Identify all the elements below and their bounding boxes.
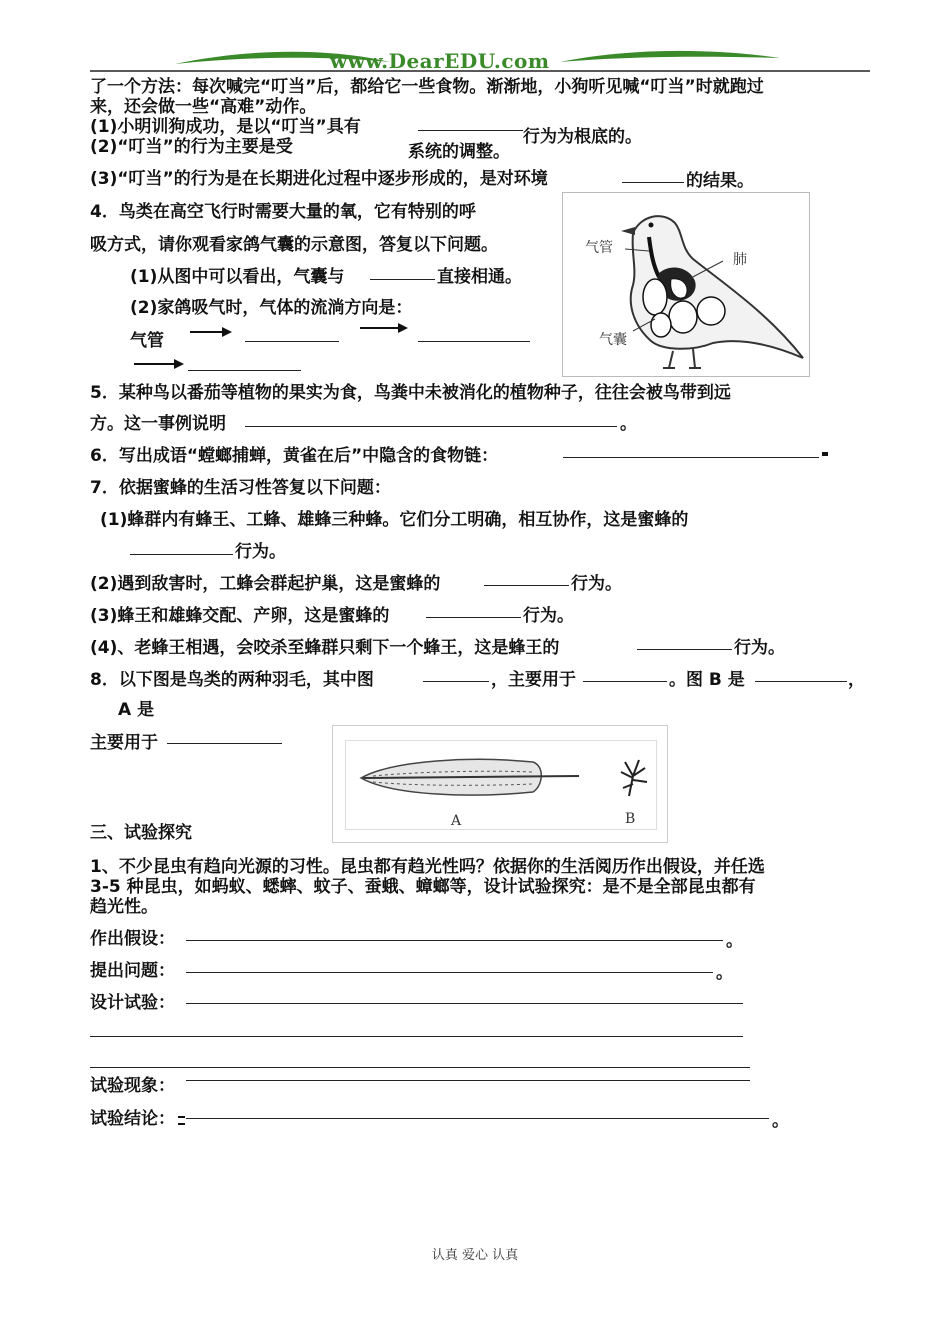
q8-line1c: 。图 B 是 — [669, 670, 745, 690]
q7-s1: (1)蜂群内有蜂王、工蜂、雄蜂三种蜂。它们分工明确，相互协作，这是蜜蜂的 — [100, 510, 689, 530]
q8-line1b: ，主要用于 — [491, 670, 576, 690]
q7-blank1[interactable] — [130, 554, 233, 555]
arrow-icon — [134, 358, 184, 370]
q7-s3a: (3)蜂王和雄蜂交配、产卵，这是蜜蜂的 — [90, 606, 390, 626]
design-line-3[interactable] — [90, 1067, 750, 1068]
design-line-1[interactable] — [186, 1003, 743, 1004]
q8-line1a: 8．以下图是鸟类的两种羽毛，其中图 — [90, 670, 374, 690]
q3-s3a: (3)“叮当”的行为是在长期进化过程中逐步形成的，是对环境 — [90, 169, 548, 189]
q8-blank2[interactable] — [583, 681, 667, 682]
q4-line1: 4．鸟类在高空飞行时需要大量的氧，它有特别的呼 — [90, 202, 476, 222]
design-line-2[interactable] — [90, 1036, 743, 1037]
q4-line2: 吸方式，请你观看家鸽气囊的示意图，答复以下问题。 — [90, 235, 498, 255]
q5-blank[interactable] — [245, 426, 617, 427]
q4-s2: (2)家鸽吸气时，气体的流淌方向是： — [130, 298, 413, 318]
q3-blank1[interactable] — [418, 130, 523, 131]
q5-line2a: 方。这一事例说明 — [90, 414, 226, 434]
q6-dot — [822, 452, 828, 456]
hypothesis-period: 。 — [726, 931, 743, 951]
hypothesis-label: 作出假设： — [90, 929, 175, 949]
question-line[interactable] — [186, 972, 713, 973]
conclusion-period: 。 — [772, 1111, 789, 1131]
q7-s2a: (2)遇到敌害时，工蜂会群起护巢，这是蜜蜂的 — [90, 574, 441, 594]
question-period: 。 — [716, 963, 733, 983]
phenomenon-line[interactable] — [186, 1080, 750, 1081]
q8-line3: 主要用于 — [90, 733, 158, 753]
q7-blank3[interactable] — [426, 617, 521, 618]
q3-s2b: 系统的调整。 — [408, 142, 510, 162]
q4-blank4[interactable] — [188, 370, 301, 371]
q3-s2a: (2)“叮当”的行为主要是受 — [90, 137, 293, 157]
q3-s3b: 的结果。 — [686, 171, 754, 191]
conclusion-label: 试验结论： — [90, 1109, 175, 1129]
q7-s4b: 行为。 — [734, 638, 785, 658]
conclusion-line[interactable] — [186, 1118, 769, 1119]
feather-illustration — [333, 726, 667, 842]
label-airsac: 气囊 — [599, 332, 627, 348]
label-trachea: 气管 — [585, 240, 613, 256]
q7-s3b: 行为。 — [523, 606, 574, 626]
section3-p3: 趋光性。 — [90, 897, 158, 917]
question-label: 提出问题： — [90, 961, 175, 981]
phenomenon-label: 试验现象： — [90, 1076, 175, 1096]
q8-blank4[interactable] — [167, 743, 282, 744]
arrow-icon — [190, 326, 232, 338]
q4-blank3[interactable] — [418, 341, 530, 342]
q8-line2: A 是 — [118, 700, 155, 720]
q7-intro: 7．依据蜜蜂的生活习性答复以下问题： — [90, 478, 391, 498]
q8-blank3[interactable] — [755, 681, 847, 682]
q4-blank1[interactable] — [370, 279, 435, 280]
header-site[interactable]: www.DearEDU.com — [330, 49, 550, 73]
q7-blank2[interactable] — [484, 585, 569, 586]
feather-label-a: A — [451, 813, 462, 829]
q6-blank[interactable] — [563, 457, 819, 458]
q7-s1-end: 行为。 — [235, 542, 286, 562]
section3-p2: 3-5 种昆虫，如蚂蚁、蟋蟀、蚊子、蚕蛾、蟑螂等，设计试验探究：是不是全部昆虫都有 — [90, 877, 756, 897]
q4-s1a: (1)从图中可以看出，气囊与 — [130, 267, 345, 287]
feather-figure — [332, 725, 668, 843]
page-footer: 认真 爱心 认真 — [431, 1248, 519, 1263]
q7-s4a: (4)、老蜂王相遇，会咬杀至蜂群只剩下一个蜂王，这是蜂王的 — [90, 638, 560, 658]
q4-start: 气管 — [130, 331, 164, 351]
header-swoosh-right — [560, 51, 780, 62]
q3-s1b: 行为为根底的。 — [523, 127, 642, 147]
q6-text: 6．写出成语“螳螂捕蝉，黄雀在后”中隐含的食物链： — [90, 446, 499, 466]
design-label: 设计试验： — [90, 993, 175, 1013]
q3-line1: 了一个方法：每次喊完“叮当”后，都给它一些食物。渐渐地，小狗听见喊“叮当”时就跑过 — [90, 77, 764, 97]
label-lung: 肺 — [733, 252, 747, 268]
section3-title: 三、试验探究 — [90, 823, 192, 843]
q5-line1: 5．某种鸟以番茄等植物的果实为食，鸟粪中未被消化的植物种子，往往会被鸟带到远 — [90, 383, 731, 403]
feather-label-b: B — [625, 811, 636, 827]
arrow-icon — [360, 322, 408, 334]
q8-line1d: ， — [848, 670, 865, 690]
section3-p1: 1、不少昆虫有趋向光源的习性。昆虫都有趋光性吗？依据你的生活阅历作出假设，并任选 — [90, 857, 765, 877]
q7-blank4[interactable] — [637, 649, 732, 650]
q3-s1a: (1)小明训狗成功，是以“叮当”具有 — [90, 117, 361, 137]
q7-s2b: 行为。 — [571, 574, 622, 594]
q8-blank1[interactable] — [423, 681, 489, 682]
q4-s1b: 直接相通。 — [437, 267, 522, 287]
q5-line2b: 。 — [620, 414, 637, 434]
q3-blank3[interactable] — [622, 182, 684, 183]
hypothesis-line[interactable] — [186, 940, 723, 941]
conclusion-mark — [178, 1116, 185, 1125]
pigeon-figure — [562, 192, 810, 377]
q3-line2: 来，还会做一些“高难”动作。 — [90, 97, 317, 117]
q4-blank2[interactable] — [245, 341, 339, 342]
